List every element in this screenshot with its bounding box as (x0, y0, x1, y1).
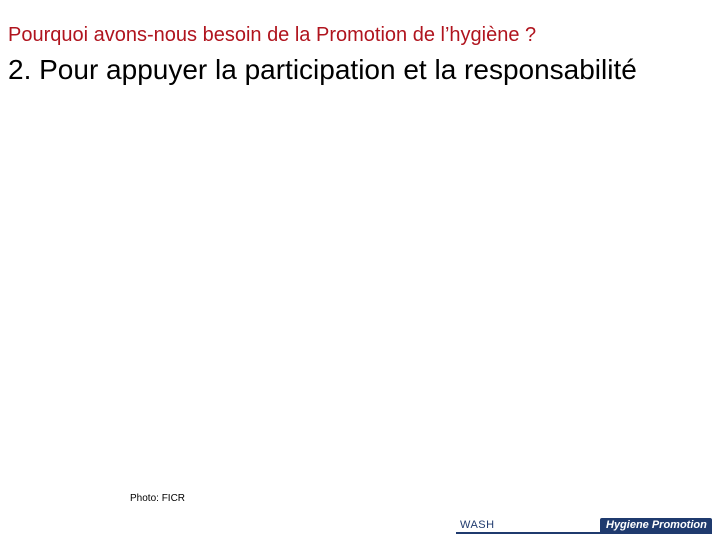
hygiene-promotion-label: Hygiene Promotion (606, 519, 707, 531)
slide-title: 2. Pour appuyer la participation et la responsabilité (8, 54, 637, 85)
hygiene-promotion-badge (600, 518, 712, 534)
footer-banner (456, 518, 712, 534)
wash-label: WASH (460, 519, 495, 531)
slide-header: Pourquoi avons-nous besoin de la Promotion de l’hygiène ? (8, 24, 537, 46)
photo-credit: Photo: FICR (130, 493, 186, 504)
